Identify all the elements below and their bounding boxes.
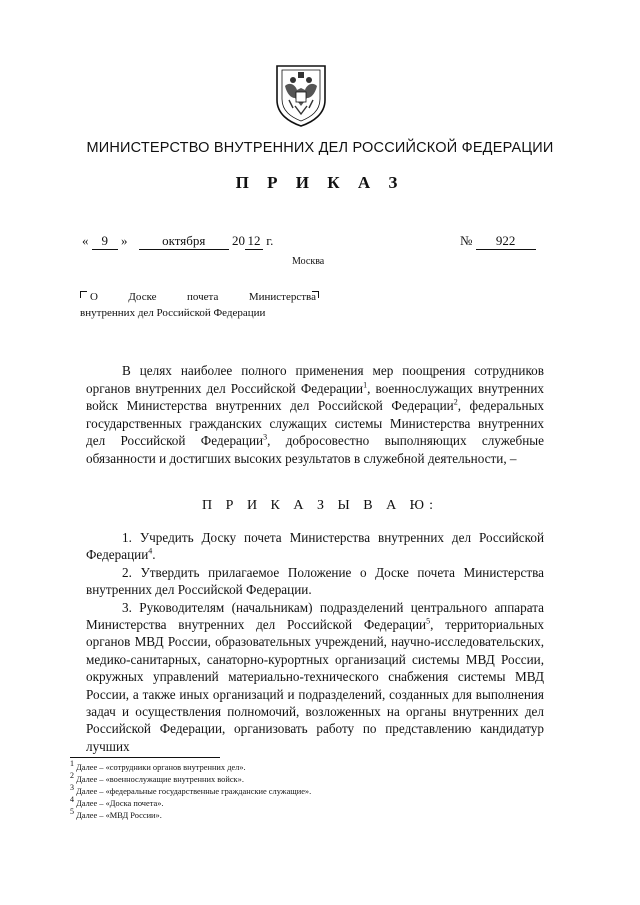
footnote — [70, 795, 311, 810]
order-items — [86, 529, 544, 755]
footnote — [70, 807, 311, 822]
footnote-text: Далее – «сотрудники органов внутренних дел». — [76, 763, 246, 772]
subject-word: О — [90, 291, 98, 303]
footnote-num: 5 — [70, 807, 74, 817]
date-close-quote: » — [121, 233, 128, 248]
footnote-text: Далее – «федеральные государственные гражданские служащие». — [76, 787, 312, 796]
footnote-ref: 4 — [148, 547, 153, 557]
footnote-text: Далее – «военнослужащие внутренних войск». — [76, 775, 244, 784]
order-date — [82, 233, 273, 250]
footnote-text: Далее – «МВД России». — [76, 811, 162, 820]
order-subject — [80, 289, 320, 321]
bracket-right-mark — [312, 291, 319, 298]
preamble-text: В целях наиболее полного применения мер поощрения сотрудников органов внутренних дел Российской Федерации — [86, 363, 544, 396]
coat-of-arms-emblem — [273, 62, 329, 128]
date-open-quote: « — [82, 233, 89, 248]
item-text: 1. Учредить Доску почета Министерства внутренних дел Российской Федерации — [86, 530, 544, 563]
number-sign: № — [460, 233, 473, 248]
footnotes — [70, 759, 312, 822]
date-year-prefix: 20 — [232, 233, 245, 248]
subject-word: Министерства — [248, 291, 316, 303]
footnote-ref: 1 — [363, 380, 368, 390]
city: Москва — [292, 256, 325, 267]
preamble-text: , добросовестно выполняющих служебные обязанности и достигших высоких результатов в служебной деятельности, – — [86, 433, 544, 466]
footnote — [70, 771, 311, 786]
document-type-title: П Р И К А З — [235, 173, 405, 192]
footnote — [70, 759, 311, 774]
number-value: 922 — [476, 233, 536, 250]
preamble-paragraph — [86, 362, 544, 468]
item-text: , территориальных органов МВД России, образовательных учреждений, научно-исследовательских, медико-санитарных, санаторно-курортных организаций системы МВД России, окружных управлений материально-технического снабжения системы МВД России, а также иных организаций и подразделений, созданных для выполнения задач и осуществления полномочий, возложенных на органы внутренних дел Российской Федерации, организовать работу по представлению кандидатур лучших — [86, 617, 544, 754]
preamble-text: , федеральных государственных гражданских служащих системы Министерства внутренних дел Российской Федерации — [86, 398, 544, 449]
date-year-unit: г. — [266, 233, 274, 248]
preamble-text: , военнослужащих внутренних войск Министерства внутренних дел Российской Федерации — [86, 380, 544, 414]
date-year-suffix: 12 — [245, 233, 263, 250]
subject-line-1 — [80, 289, 316, 305]
bracket-left-mark — [80, 291, 87, 298]
item-text: . — [152, 547, 156, 563]
footnote-text: Далее – «Доска почета». — [76, 799, 164, 808]
date-day: 9 — [92, 233, 118, 250]
preamble — [86, 362, 544, 468]
footnote-ref: 3 — [263, 432, 268, 442]
footnote-divider — [70, 757, 220, 758]
footnote-num: 2 — [70, 771, 74, 781]
subject-word: почета — [187, 291, 219, 303]
date-month: октября — [139, 233, 229, 250]
subject-line-2: внутренних дел Российской Федерации — [80, 307, 266, 319]
footnote-ref: 2 — [453, 397, 458, 407]
footnote-num: 4 — [70, 795, 74, 805]
order-item-1 — [86, 529, 544, 564]
order-item-3 — [86, 599, 544, 756]
footnote-num: 1 — [70, 759, 74, 769]
item-text: 3. Руководителям (начальникам) подразделений центрального аппарата Министерства внутренних дел Российской Федерации — [86, 599, 544, 633]
footnote-ref: 5 — [426, 616, 431, 626]
order-item-2: 2. Утвердить прилагаемое Положение о Доске почета Министерства внутренних дел Российской Федерации. — [86, 564, 544, 598]
ministry-name: МИНИСТЕРСТВО ВНУТРЕННИХ ДЕЛ РОССИЙСКОЙ ФЕДЕРАЦИИ — [86, 140, 554, 156]
order-number — [460, 233, 536, 250]
footnote — [70, 783, 312, 798]
order-heading: П Р И К А З Ы В А Ю: — [202, 498, 438, 513]
footnote-num: 3 — [70, 783, 74, 793]
subject-word: Доске — [128, 291, 157, 303]
